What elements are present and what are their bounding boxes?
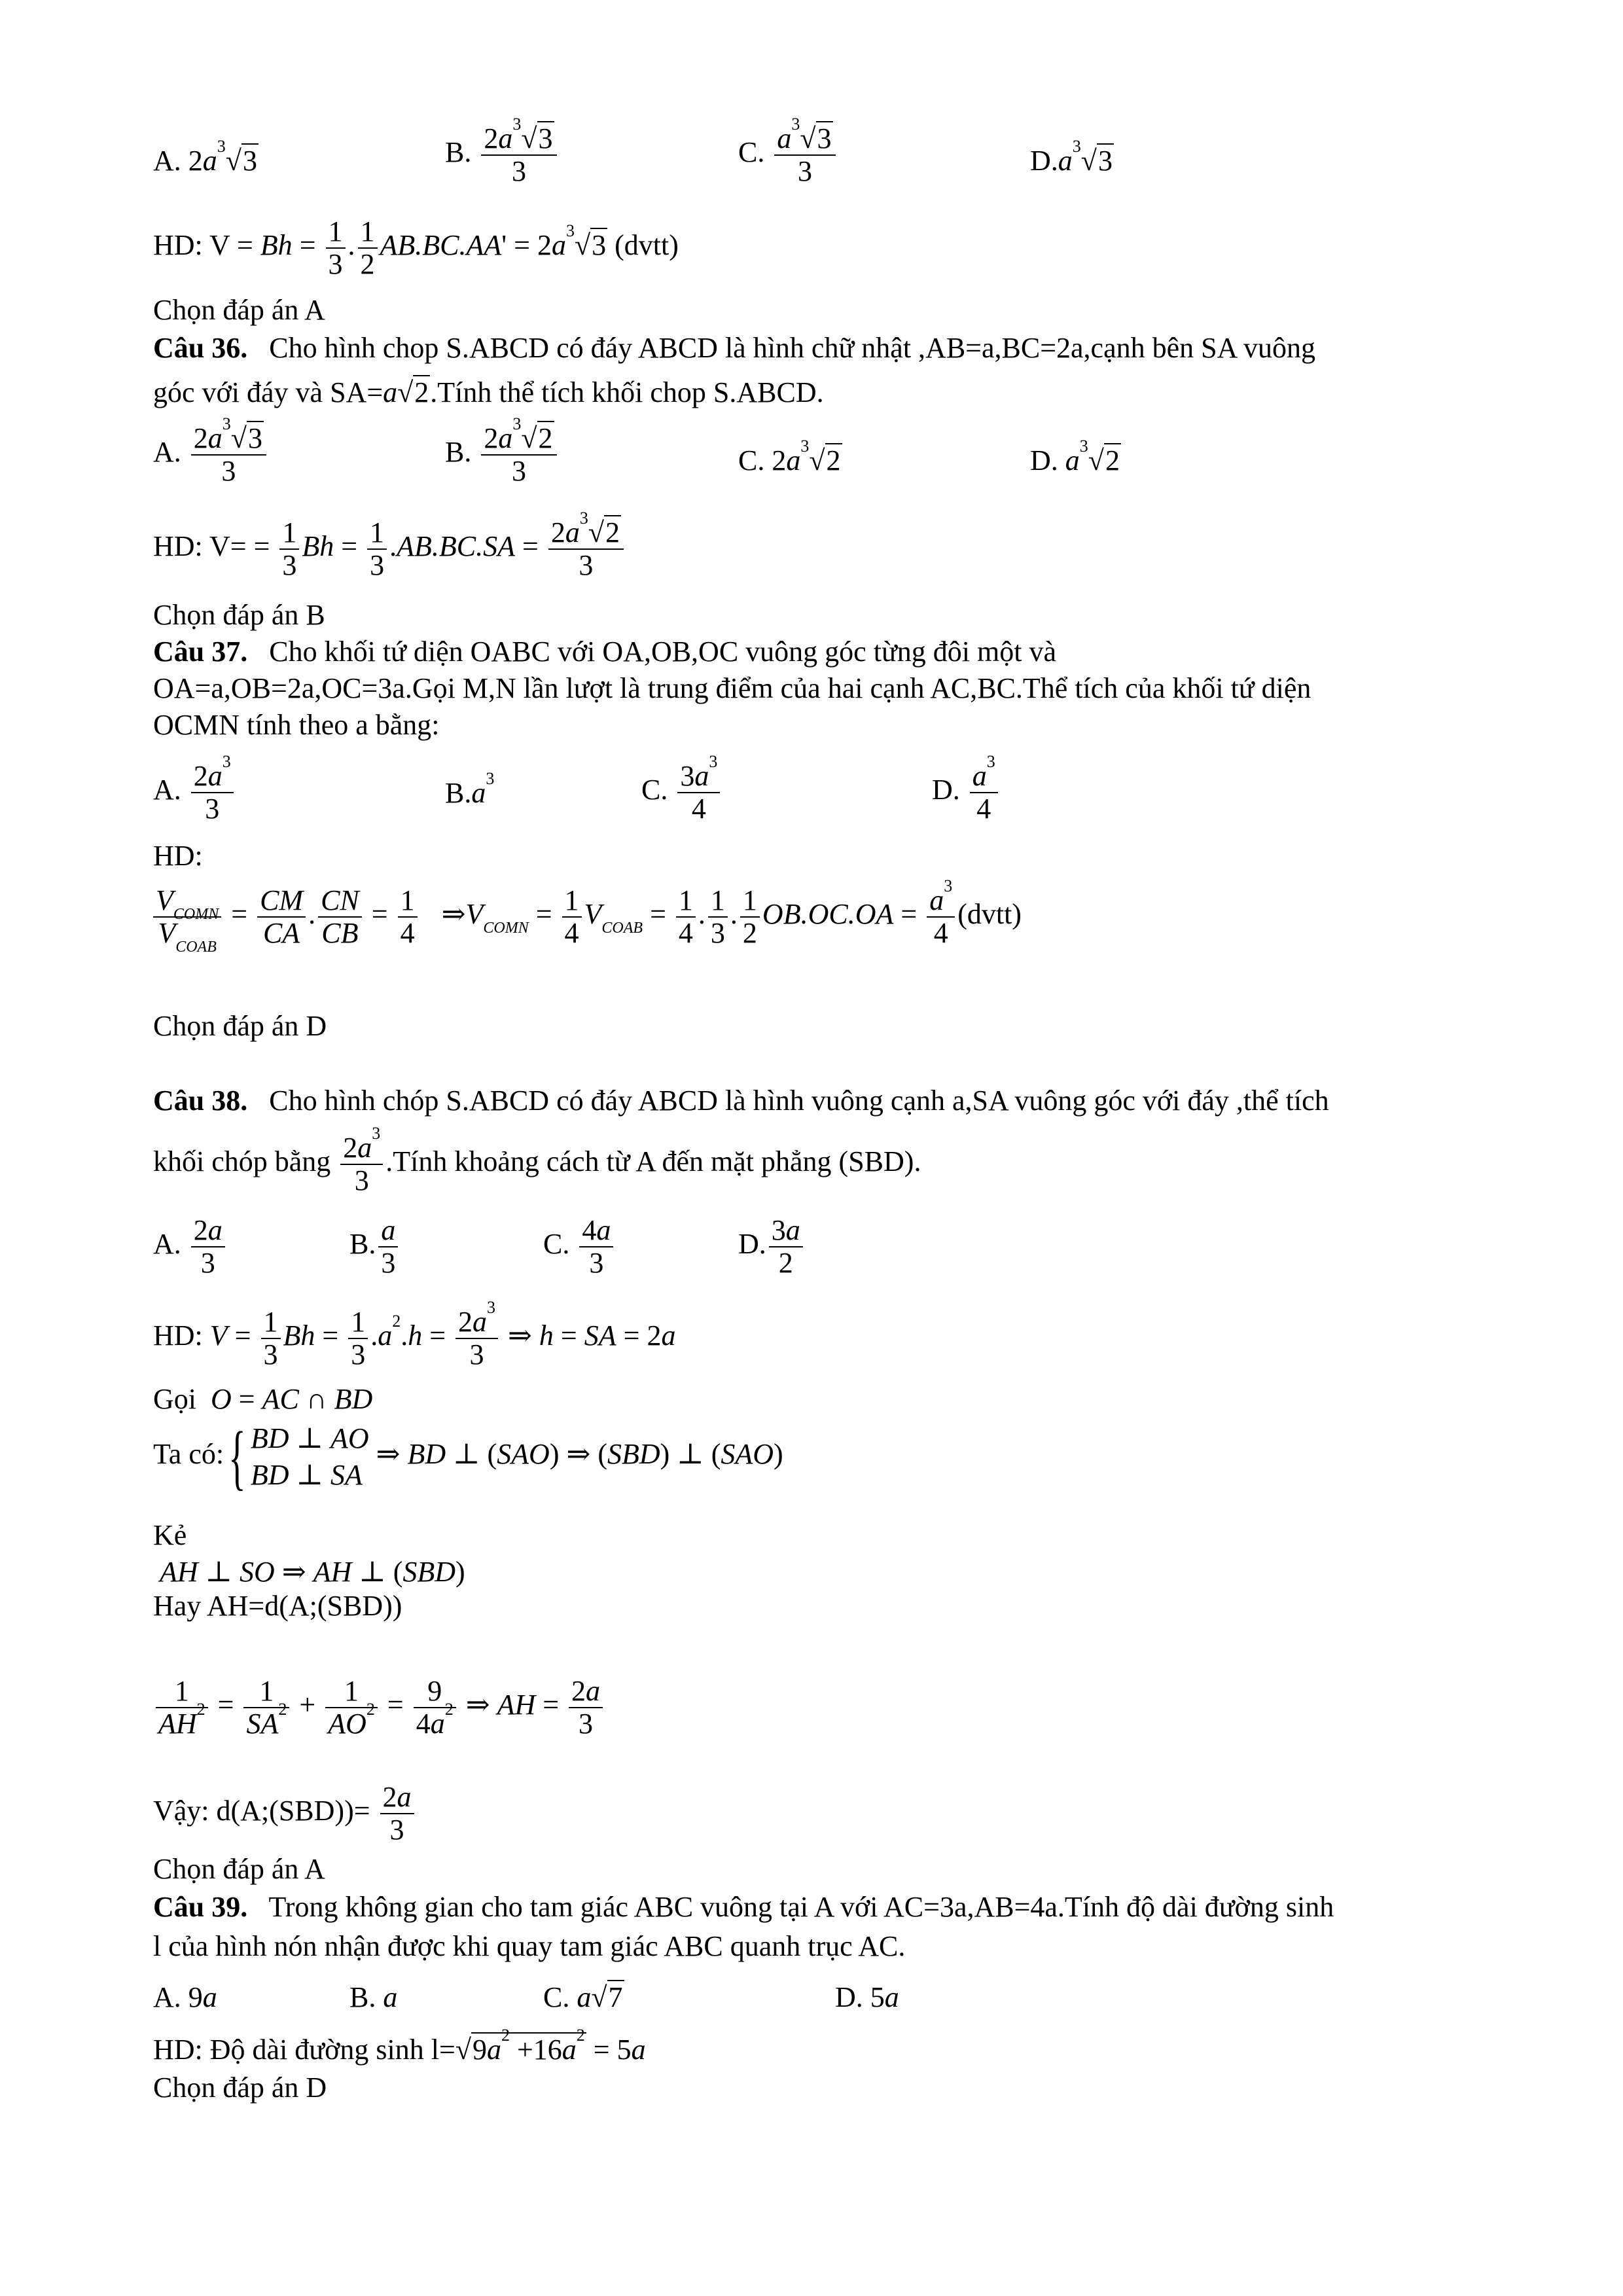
q37-answer: Chọn đáp án D — [153, 1010, 327, 1042]
q35-option-c: C. $\frac{a^3√3}{3}$ — [738, 123, 838, 187]
q38-taco: Ta có:{ BD ⊥ AO BD ⊥ SA ⇒ BD ⊥ (SAO) ⇒ (SBD) ⊥ (SAO) — [153, 1417, 783, 1497]
q38-option-a: A. $\frac{2a}{3}$ — [153, 1215, 228, 1279]
q37-option-d: D. $\frac{a^3}{4}$ — [932, 761, 1001, 825]
q38-option-c: C. $\frac{4a}{3}$ — [543, 1215, 616, 1279]
q37-stem-line1: Câu 37. Cho khối tứ diện OABC với OA,OB,OC vuông góc từng đôi một và — [153, 636, 1056, 668]
q35-answer: Chọn đáp án A — [153, 294, 325, 326]
q38-ke: Kẻ — [153, 1519, 187, 1551]
q38-ah-perp: AH ⊥ SO ⇒ AH ⊥ (SBD) — [160, 1556, 465, 1588]
q38-option-b: B. $\frac{a}{3}$ — [349, 1215, 401, 1279]
q37-stem-line2: OA=a,OB=2a,OC=3a.Gọi M,N lần lượt là trung điểm của hai cạnh AC,BC.Thể tích của khối tứ diện — [153, 672, 1311, 704]
q35-option-d: $D.a^3√3$ — [1030, 137, 1113, 177]
q37-option-a: A. $\frac{2a^3}{3}$ — [153, 761, 236, 825]
q38-answer: Chọn đáp án A — [153, 1853, 325, 1885]
q36-option-c: C. $2a^3√2$ — [738, 437, 841, 476]
q38-ah-formula: $\frac{1}{AH^2}$ = $\frac{1}{SA^2}$ + $\frac{1}{AO^2}$ = $\frac{9}{4a^2}$ ⇒ AH = $\frac{2a}{3}$ — [153, 1676, 605, 1740]
q36-hd: HD: V= = $\frac{1}{3}$ Bh = $\frac{1}{3}$ .AB.BC.SA = $\frac{2a^3√2}{3}$ — [153, 517, 626, 581]
q37-option-b: $B.a^3$ — [445, 769, 495, 809]
q37-option-c: C. $\frac{3a^3}{4}$ — [641, 761, 722, 825]
q36-option-b: B. $\frac{2a^3√2}{3}$ — [445, 423, 560, 487]
q38-hd: HD: V = $\frac{1}{3}$ Bh = $\frac{1}{3}$ $.a^2.h$ = $\frac{2a^3}{3}$ ⇒ h = SA = 2a — [153, 1298, 676, 1371]
q38-goi: Gọi O = AC ∩ BD — [153, 1383, 373, 1415]
q37-hd-label: HD: — [153, 840, 203, 872]
q39-hd: HD: Độ dài đường $\sinh l=√9a^2 +16a^2 = 5a$ — [153, 2026, 646, 2066]
q37-hd-formula: $\frac{V_{COMN}}{V_{COAB}}$ = $\frac{CM}{CA}$ . $\frac{CN}{CB}$ = $\frac{1}{4}$ $\Rightarrow V_{COMN}$ = $\frac{1}{4}$ $V_{COAB}$ = $\frac{1}{4}$ . $\frac{1}{3}$ . $\frac{1}{2}$ OB.OC.OA = $\frac{a^3}{4}$ (dvtt) — [151, 885, 1022, 949]
q36-stem-line2: góc với đáy và SA=a√2.Tính thể tích khối chop S.ABCD. — [153, 376, 824, 408]
q39-option-b: B. a — [349, 1981, 398, 2013]
q39-option-c: C. a√7 — [543, 1981, 623, 2013]
q35-option-a: A. $2a^3√3$ — [153, 137, 257, 177]
q39-option-d: D. 5a — [835, 1981, 899, 2013]
q38-option-d: D. $\frac{3a}{2}$ — [738, 1215, 806, 1279]
q39-stem-line2: l của hình nón nhận được khi quay tam giác ABC quanh trục AC. — [153, 1930, 906, 1962]
q36-option-d: D. $a^3√2$ — [1030, 437, 1120, 476]
q36-option-a: A. $\frac{2a^3√3}{3}$ — [153, 423, 269, 487]
q38-hay: Hay AH=d(A;(SBD)) — [153, 1590, 402, 1622]
q36-stem-line1: Câu 36. Cho hình chop S.ABCD có đáy ABCD là hình chữ nhật ,AB=a,BC=2a,cạnh bên SA vuông — [153, 332, 1315, 364]
q37-stem-line3: OCMN tính theo a bằng: — [153, 709, 440, 741]
q38-stem-line1: Câu 38. Cho hình chóp S.ABCD có đáy ABCD là hình vuông cạnh a,SA vuông góc với đáy ,thể tích — [153, 1085, 1329, 1117]
q38-vay: Vậy: d(A;(SBD))= $\frac{2a}{3}$ — [153, 1782, 417, 1846]
q35-option-b: B. $\frac{2a^3√3}{3}$ — [445, 123, 560, 187]
q39-stem-line1: Câu 39. Trong không gian cho tam giác ABC vuông tại A với AC=3a,AB=4a.Tính độ dài đường sinh — [153, 1891, 1334, 1923]
q38-stem-line2: khối chóp bằng $\frac{2a^3}{3}$ .Tính khoảng cách từ A đến mặt phẳng (SBD). — [153, 1124, 921, 1196]
q35-hd: HD: V = Bh = $\frac{1}{3}$ . $\frac{1}{2}$ $AB.BC.AA' = 2a^3√3$ (dvtt) — [153, 215, 679, 280]
q39-answer: Chọn đáp án D — [153, 2072, 327, 2104]
q36-answer: Chọn đáp án B — [153, 599, 325, 631]
q39-option-a: A. 9a — [153, 1981, 217, 2013]
